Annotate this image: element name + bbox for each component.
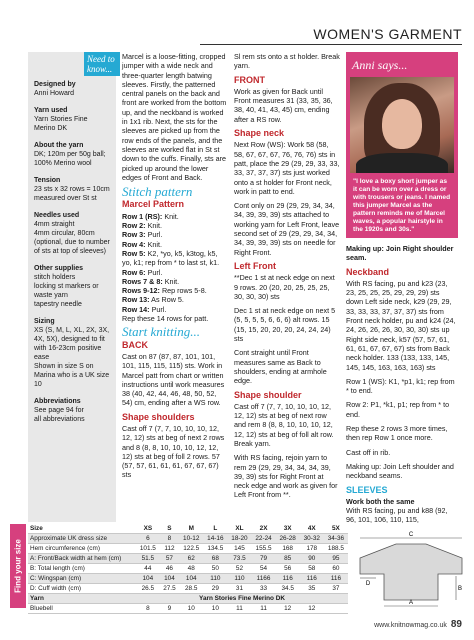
- size-cell: 54: [252, 564, 276, 574]
- size-cell: 79: [252, 554, 276, 564]
- pattern-row-text: Purl.: [147, 267, 163, 277]
- size-cell: 14-16: [203, 534, 227, 544]
- stitch-pattern-title: Stitch pattern: [122, 184, 193, 200]
- colour-cell: 11: [227, 604, 251, 614]
- pattern-row-label: Row 14:: [122, 304, 150, 314]
- size-cell: 62: [179, 554, 203, 564]
- sidebar-block: [34, 80, 110, 98]
- size-cell: 110: [227, 574, 251, 584]
- size-cell: 168: [276, 544, 300, 554]
- intro-text: Marcel is a loose-fitting, cropped jumper with a wide neck and three-quarter length batwing sleeves. Firstly, the patterned central panels on the back and front are worked from the bottom up, and the neckband is worked in 1x1 rib. Next, the sts for the sleeves are picked up from the row ends of the panels, and the sleeves are worked flat in St st down to the cuffs. Finally, sts are picked up around the lower edges of Front and Back.: [122, 52, 227, 182]
- pattern-row: [122, 314, 228, 323]
- sleeves-text: With RS facing, pu and k88 (92, 96, 101, 106, 110, 115,: [346, 506, 448, 525]
- pattern-row: [122, 249, 228, 268]
- sidebar-block: [34, 264, 110, 309]
- neckband-cast-off: Cast off in rib.: [346, 447, 391, 457]
- sidebar-block: [34, 106, 110, 133]
- dimension-a-label: A: [408, 600, 414, 606]
- size-cell: 101.5: [136, 544, 160, 554]
- left-front-text-3: Cont straight until Front measures same as Back to shoulders, ending at armhole edge.: [234, 348, 327, 386]
- sidebar-block-line: 100% Merino wool: [34, 160, 92, 167]
- size-cell: 110: [203, 574, 227, 584]
- designer-quote-panel: [346, 52, 458, 238]
- size-table-body: [28, 534, 348, 614]
- colour-cell: 8: [136, 604, 160, 614]
- sidebar-block-heading: About the yarn: [34, 142, 84, 149]
- column-2: [234, 52, 340, 505]
- size-cell: B: Total length (cm): [28, 564, 136, 574]
- left-front-heading: Left Front: [234, 260, 276, 271]
- size-header-cell: 2X: [252, 524, 276, 534]
- size-cell: 90: [300, 554, 324, 564]
- pattern-row: [122, 230, 228, 239]
- left-front-text-2: Dec 1 st at neck edge on next 5 (5, 5, 5, 5, 6, 6, 6) alt rows. 15 (15, 15, 20, 20, 20, 24, 24, 24) sts: [234, 306, 336, 344]
- marcel-pattern-heading: Marcel Pattern: [122, 199, 185, 210]
- pattern-row-label: Row 3:: [122, 230, 146, 240]
- sidebar-block-line: measured over St st: [34, 195, 97, 202]
- sidebar-block-line: Yarn Stories Fine Merino DK: [34, 116, 88, 132]
- need-to-know-sidebar: [28, 52, 116, 522]
- size-cell: 34-36: [324, 534, 348, 544]
- size-cell: 60: [324, 564, 348, 574]
- size-cell: 28.5: [179, 584, 203, 594]
- size-cell: 58: [300, 564, 324, 574]
- sidebar-block-heading: Tension: [34, 177, 61, 184]
- pattern-row-text: Knit.: [147, 239, 162, 249]
- yarn-label: Yarn: [28, 594, 136, 604]
- pattern-row-label: Row 13:: [122, 295, 150, 305]
- back-text: Cast on 87 (87, 87, 101, 101, 101, 115, 115, 115) sts. Work in Marcel patt from chart or written instructions until work measures 38 (40, 42, 44, 46, 48, 50, 52, 54) cm, ending after a WS row.: [122, 351, 225, 408]
- sidebar-block-line: all abbreviations: [34, 416, 85, 423]
- sidebar-block-heading: Designed by: [34, 81, 76, 88]
- size-table-row: [28, 544, 348, 554]
- header-title: WOMEN'S GARMENT: [313, 26, 462, 42]
- size-cell: D: Cuff width (cm): [28, 584, 136, 594]
- size-cell: 56: [276, 564, 300, 574]
- front-text: Work as given for Back until Front measures 31 (33, 35, 36, 38, 40, 41, 43, 45) cm, ending after a RS row.: [234, 86, 333, 124]
- size-table-row: [28, 554, 348, 564]
- size-header-cell: XL: [227, 524, 251, 534]
- neckband-repeat: Rep these 2 rows 3 more times, then rep Row 1 once more.: [346, 424, 448, 443]
- sidebar-block-line: See page 94 for: [34, 407, 84, 414]
- neckband-row-2: Row 2: P1, *k1, p1; rep from * to end.: [346, 400, 450, 419]
- sidebar-block-heading: Other supplies: [34, 265, 84, 272]
- column-1: [122, 52, 228, 485]
- clothing-shape: [356, 153, 448, 173]
- front-heading: FRONT: [234, 74, 265, 85]
- size-cell: 26-28: [276, 534, 300, 544]
- size-header-cell: L: [203, 524, 227, 534]
- sidebar-block: [34, 176, 110, 203]
- size-cell: 30-32: [300, 534, 324, 544]
- size-cell: 95: [324, 554, 348, 564]
- sidebar-blocks: [34, 80, 110, 424]
- shape-neck-heading: Shape neck: [234, 128, 285, 139]
- size-cell: 104: [160, 574, 179, 584]
- shape-shoulder-heading: Shape shoulder: [234, 389, 302, 400]
- sidebar-block-heading: Abbreviations: [34, 398, 81, 405]
- size-header-cell: 4X: [300, 524, 324, 534]
- neckband-text: With RS facing, pu and k23 (23, 23, 25, 25, 25, 29, 29, 29) sts down Left side neck, k29 (29, 29, 33, 33, 33, 37, 37, 37) sts from Front neck holder, pu and k24 (24, 24, 26, 26, 26, 30, 30, 30) sts up Right side neck, k57 (57, 57, 61, 61, 61, 67, 67, 67) sts from Back neck holder. 133 (133, 133, 145, 145, 145, 163, 163, 163) sts: [346, 278, 456, 372]
- size-table-row: [28, 564, 348, 574]
- left-front-text: **Dec 1 st at neck edge on next 9 rows. 20 (20, 20, 25, 25, 25, 30, 30, 30) sts: [234, 273, 335, 301]
- colour-row: [28, 604, 348, 614]
- sidebar-block-line: XS (S, M, L, XL, 2X, 3X, 4X, 5X), designed to fit with 16-23cm positive ease: [34, 327, 110, 361]
- size-cell: 104: [179, 574, 203, 584]
- back-heading: BACK: [122, 339, 148, 350]
- pattern-rows: [122, 212, 228, 324]
- size-cell: 29: [203, 584, 227, 594]
- pattern-row: [122, 295, 228, 304]
- size-cell: 37: [324, 584, 348, 594]
- sidebar-block-line: 23 sts x 32 rows = 10cm: [34, 186, 110, 193]
- dimension-c-label: C: [408, 532, 414, 538]
- pattern-row-text: Knit.: [164, 211, 179, 221]
- size-cell: 34.5: [276, 584, 300, 594]
- shape-shoulders-text: Cast off 7 (7, 7, 10, 10, 10, 12, 12, 12) sts at beg of next 2 rows and 8 (8, 8, 10, 10, 10, 12, 12, 12) sts at beg of foll 2 rows. 57 (57, 57, 61, 61, 61, 67, 67, 67) sts: [122, 423, 225, 480]
- pattern-row: [122, 212, 228, 221]
- size-cell: 104: [136, 574, 160, 584]
- size-cell: 33: [252, 584, 276, 594]
- size-cell: 145: [227, 544, 251, 554]
- colour-cell: 11: [252, 604, 276, 614]
- size-cell: 178: [300, 544, 324, 554]
- face-shape: [382, 99, 422, 149]
- size-cell: 6: [136, 534, 160, 544]
- header-rule: [200, 44, 462, 45]
- holder-text: Sl rem sts onto a st holder. Break yarn.: [234, 52, 340, 71]
- colour-cell: 9: [160, 604, 179, 614]
- sidebar-block-line: Anni Howard: [34, 90, 75, 97]
- size-cell: 73.5: [227, 554, 251, 564]
- neckband-row-1: Row 1 (WS): K1, *p1, k1; rep from * to end.: [346, 376, 455, 396]
- page-number: 89: [450, 619, 462, 630]
- sidebar-block-line: 4mm straight: [34, 221, 75, 228]
- size-cell: 116: [276, 574, 300, 584]
- pattern-row: [122, 240, 228, 249]
- size-header-cell: M: [179, 524, 203, 534]
- pattern-row-text: Knit.: [147, 221, 162, 231]
- size-cell: Approximate UK dress size: [28, 534, 136, 544]
- dimension-d-label: D: [365, 581, 371, 587]
- sidebar-block-line: waste yarn: [34, 292, 68, 299]
- pattern-row-text: Purl.: [151, 304, 167, 314]
- pattern-row: [122, 221, 228, 230]
- colour-cell: Bluebell: [28, 604, 136, 614]
- sleeves-subheading: Work both the same: [346, 496, 415, 506]
- size-header-cell: XS: [136, 524, 160, 534]
- pattern-row-text: Rep these 14 rows for patt.: [122, 314, 209, 324]
- colour-cell: 10: [203, 604, 227, 614]
- size-table-row: [28, 574, 348, 584]
- page-footer: [374, 619, 462, 630]
- size-cell: 155.5: [252, 544, 276, 554]
- size-cell: 68: [203, 554, 227, 564]
- need-to-know-badge: Need to know...: [84, 52, 120, 76]
- colour-cell: 12: [300, 604, 324, 614]
- size-cell: 51.5: [136, 554, 160, 564]
- size-cell: 35: [300, 584, 324, 594]
- right-front-text: With RS facing, rejoin yarn to rem 29 (29, 29, 34, 34, 34, 39, 39, 39) sts for Right Front at neck edge and work as given for Left Front from **.: [234, 453, 338, 500]
- size-cell: 52: [227, 564, 251, 574]
- find-your-size-label: [10, 524, 26, 608]
- shape-neck-text: Next Row (WS): Work 58 (58, 58, 67, 67, 67, 76, 76, 76) sts in patt, place the 29 (29, 29, 33, 33, 33, 37, 37, 37) sts just worked onto a st holder for Front neck, work in patt to end.: [234, 140, 340, 196]
- sidebar-block-line: tapestry needle: [34, 301, 82, 308]
- pattern-row-text: Purl.: [147, 230, 163, 240]
- pattern-row: [122, 268, 228, 277]
- size-header-cell: 3X: [276, 524, 300, 534]
- pattern-row-text: K2, *yo, k5, k3tog, k5, yo, k1; rep from * to last st, k1.: [122, 248, 220, 268]
- size-cell: C: Wingspan (cm): [28, 574, 136, 584]
- pattern-row-label: Row 1 (RS):: [122, 211, 163, 221]
- pattern-row-label: Rows 9-12:: [122, 286, 160, 296]
- footer-url: www.knitnowmag.co.uk: [374, 622, 447, 629]
- size-cell: 18-20: [227, 534, 251, 544]
- sidebar-block-line: 4mm circular, 80cm (optional, due to number of sts at top of sleeves): [34, 230, 110, 255]
- size-header-cell: S: [160, 524, 179, 534]
- section-header: [282, 26, 462, 42]
- size-cell: 122.5: [179, 544, 203, 554]
- yarn-row: [28, 594, 348, 604]
- size-cell: 50: [203, 564, 227, 574]
- pattern-row-label: Row 6:: [122, 267, 146, 277]
- pattern-row: [122, 286, 228, 295]
- pattern-row-label: Row 4:: [122, 239, 146, 249]
- pattern-row-text: As Row 5.: [151, 295, 184, 305]
- sidebar-block-line: DK; 120m per 50g ball;: [34, 151, 106, 158]
- sidebar-block-line: Shown in size S on Marina who is a UK size 10: [34, 363, 110, 388]
- sidebar-block-heading: Sizing: [34, 318, 55, 325]
- size-cell: 85: [276, 554, 300, 564]
- shape-shoulders-heading: Shape shoulders: [122, 411, 195, 422]
- size-header-cell: 5X: [324, 524, 348, 534]
- size-cell: 31: [227, 584, 251, 594]
- size-cell: A: Front/Back width at hem (cm): [28, 554, 136, 564]
- colour-cell: 10: [179, 604, 203, 614]
- size-cell: 116: [300, 574, 324, 584]
- size-cell: 44: [136, 564, 160, 574]
- size-table-header: [28, 524, 348, 534]
- sidebar-block: [34, 317, 110, 389]
- designer-quote: "I love a boxy short jumper as it can be worn over a dress or with trousers or jeans. I named this jumper Marcel as the pattern reminds me of Marcel waves, a popular hairstyle in the 1920s and 30s.": [353, 178, 451, 233]
- sidebar-block: [34, 141, 110, 168]
- sidebar-block-heading: Yarn used: [34, 107, 68, 114]
- designer-quote-title: Anni says...: [352, 58, 408, 72]
- neckband-heading: Neckband: [346, 266, 390, 277]
- size-table-row: [28, 584, 348, 594]
- size-cell: 134.5: [203, 544, 227, 554]
- size-table: [28, 524, 348, 614]
- size-cell: 10-12: [179, 534, 203, 544]
- pattern-row: [122, 305, 228, 314]
- find-your-size-text: Find your size: [13, 539, 23, 593]
- sidebar-block-line: locking st markers or: [34, 283, 99, 290]
- shape-shoulder-text: Cast off 7 (7, 7, 10, 10, 10, 12, 12, 12) sts at beg of next row and rem 8 (8, 8, 10, 10, 10, 12, 12, 12) sts at beg of foll alt row. Break yarn.: [234, 401, 334, 448]
- size-cell: 1166: [252, 574, 276, 584]
- sidebar-block: [34, 211, 110, 256]
- start-knitting-title: Start knitting...: [122, 324, 200, 340]
- size-cell: 46: [160, 564, 179, 574]
- sidebar-block-line: stitch holders: [34, 274, 76, 281]
- size-cell: 112: [160, 544, 179, 554]
- pattern-row-text: Knit.: [164, 276, 180, 286]
- sleeves-heading: SLEEVES: [346, 484, 388, 495]
- making-up-text: Making up: Join Right shoulder seam.: [346, 244, 454, 263]
- sidebar-block-heading: Needles used: [34, 212, 80, 219]
- size-cell: 27.5: [160, 584, 179, 594]
- colour-cell: 12: [276, 604, 300, 614]
- pattern-row-label: Rows 7 & 8:: [122, 276, 163, 286]
- size-cell: 116: [324, 574, 348, 584]
- making-up-text-2: Making up: Join Left shoulder and neckband seams.: [346, 461, 454, 481]
- size-cell: 48: [179, 564, 203, 574]
- size-header-cell: Size: [28, 524, 136, 534]
- size-cell: 57: [160, 554, 179, 564]
- sidebar-block: [34, 397, 110, 424]
- pattern-row-label: Row 5:: [122, 248, 146, 258]
- designer-photo: [350, 77, 454, 173]
- size-table-row: [28, 534, 348, 544]
- size-cell: 26.5: [136, 584, 160, 594]
- size-cell: 188.5: [324, 544, 348, 554]
- size-cell: 8: [160, 534, 179, 544]
- yarn-name: Yarn Stories Fine Merino DK: [136, 594, 348, 604]
- column-3: [346, 244, 458, 530]
- shape-neck-text-2: Cont only on 29 (29, 29, 34, 34, 34, 39, 39, 39) sts attached to working yarn for Left Front, leave second set of 29 (29, 29, 34, 34, 34, 39, 39, 39) sts on needle for Right Front.: [234, 201, 340, 257]
- pattern-row-text: Rep rows 5-8.: [161, 286, 207, 296]
- garment-outline: [360, 544, 462, 600]
- size-cell: 22-24: [252, 534, 276, 544]
- garment-schematic: [356, 530, 466, 610]
- pattern-row-label: Row 2:: [122, 221, 146, 231]
- size-cell: Hem circumference (cm): [28, 544, 136, 554]
- colour-cell: [324, 604, 348, 614]
- pattern-row: [122, 277, 228, 286]
- dimension-b-label: B: [457, 586, 463, 592]
